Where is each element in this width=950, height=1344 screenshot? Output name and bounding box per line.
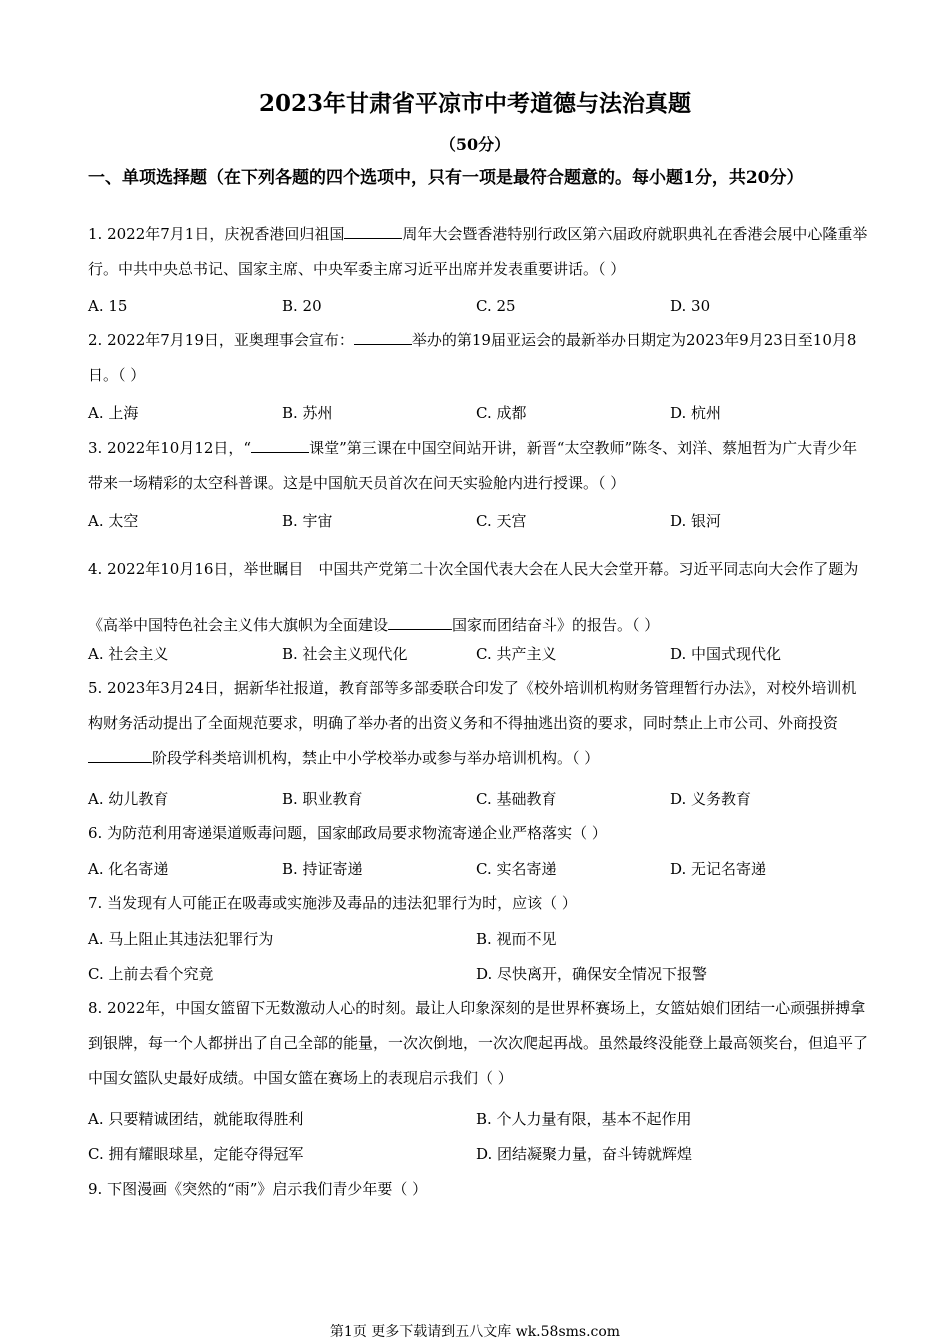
option-c[interactable]: C. 25 [476,297,516,315]
question-text: 国家而团结奋斗》的报告。（ ） [452,616,660,634]
question-text: 阶段学科类培训机构，禁止中小学校举办或参与举办培训机构。（ ） [152,749,600,767]
answer-blank [251,436,309,453]
question-text: 周年大会暨香港特别行政区第六届政府就职典礼在香港会展中心隆重举行。中共中央总书记、国家主席、中央军委主席习近平出席并发表重要讲话。（ ） [88,225,868,278]
answer-blank [344,222,402,239]
options-7-row-2 [88,962,868,986]
option-d[interactable]: D. 尽快离开，确保安全情况下报警 [476,965,708,983]
question-text: 4. 2022年10月16日，举世瞩目 中国共产党第二十次全国代表大会在人民大会堂开幕。习近平同志向大会作了题为《高举中国特色社会主义伟大旗帜为全面建设 [88,560,859,634]
option-b[interactable]: B. 个人力量有限，基本不起作用 [476,1110,692,1128]
option-c[interactable]: C. 共产主义 [476,645,557,663]
answer-blank [88,746,152,763]
options-8-row-1 [88,1107,868,1131]
total-score: （50分） [439,135,511,154]
option-b[interactable]: B. 视而不见 [476,930,557,948]
question-2 [88,323,868,393]
answer-blank [354,328,412,345]
option-b[interactable]: B. 宇宙 [282,512,333,530]
option-b[interactable]: B. 持证寄递 [282,860,363,878]
question-4 [88,541,868,653]
options-3 [88,509,868,533]
option-b[interactable]: B. 苏州 [282,404,333,422]
option-d[interactable]: D. 中国式现代化 [670,645,782,663]
options-5 [88,787,868,811]
options-1 [88,294,868,318]
answer-blank [388,613,452,630]
question-8: 8. 2022年，中国女篮留下无数激动人心的时刻。最让人印象深刻的是世界杯赛场上，女篮姑娘们团结一心顽强拼搏拿到银牌，每一个人都拼出了自己全部的能量，一次次倒地，一次次爬起再战。虽然最终没能登上最高领奖台，但追平了中国女篮队史最好成绩。中国女篮在赛场上的表现启示我们（ ） [88,999,869,1087]
page-title: 2023年甘肃省平凉市中考道德与法治真题 [258,90,691,117]
option-d[interactable]: D. 银河 [670,512,722,530]
question-text: 3. 2022年10月12日，“ [88,439,252,457]
options-6 [88,857,868,881]
option-c[interactable]: C. 成都 [476,404,527,422]
question-text: 2. 2022年7月19日，亚奥理事会宣布： [88,331,354,349]
option-a[interactable]: A. 化名寄递 [88,860,169,878]
option-b[interactable]: B. 职业教育 [282,790,363,808]
option-c[interactable]: C. 上前去看个究竟 [88,965,214,983]
option-a[interactable]: A. 幼儿教育 [88,790,169,808]
option-a[interactable]: A. 太空 [88,512,139,530]
question-6: 6. 为防范利用寄递渠道贩毒问题，国家邮政局要求物流寄递企业严格落实（ ） [88,824,607,842]
option-c[interactable]: C. 实名寄递 [476,860,557,878]
question-3 [88,431,868,501]
page-footer: 第1页 更多下载请到五八文库 wk.58sms.com [329,1324,621,1340]
option-a[interactable]: A. 马上阻止其违法犯罪行为 [88,930,274,948]
question-1 [88,217,868,287]
question-text: 5. 2023年3月24日，据新华社报道，教育部等多部委联合印发了《校外培训机构财务管理暂行办法》，对校外培训机构财务活动提出了全面规范要求，明确了举办者的出资义务和不得抽逃出资的要求，同时禁止上市公司、外商投资 [88,679,857,732]
option-c[interactable]: C. 基础教育 [476,790,557,808]
option-c[interactable]: C. 天宫 [476,512,527,530]
option-d[interactable]: D. 义务教育 [670,790,752,808]
options-8-row-2 [88,1142,868,1166]
section-heading: 一、单项选择题（在下列各题的四个选项中，只有一项是最符合题意的。每小题1分，共20分） [88,168,804,188]
options-7-row-1 [88,927,868,951]
question-text: 举办的第19届亚运会的最新举办日期定为2023年9月23日至10月8日。（ ） [88,331,857,384]
option-a[interactable]: A. 上海 [88,404,139,422]
option-d[interactable]: D. 杭州 [670,404,722,422]
question-text: 课堂”第三课在中国空间站开讲，新晋“太空教师”陈冬、刘洋、蔡旭哲为广大青少年带来一场精彩的太空科普课。这是中国航天员首次在问天实验舱内进行授课。（ ） [88,439,858,492]
option-b[interactable]: B. 社会主义现代化 [282,645,408,663]
question-5 [88,671,868,776]
option-d[interactable]: D. 30 [670,297,711,315]
option-a[interactable]: A. 15 [88,297,128,315]
option-d[interactable]: D. 无记名寄递 [670,860,767,878]
option-a[interactable]: A. 社会主义 [88,645,169,663]
options-2 [88,401,868,425]
options-4 [88,642,868,666]
question-7: 7. 当发现有人可能正在吸毒或实施涉及毒品的违法犯罪行为时，应该（ ） [88,894,577,912]
option-d[interactable]: D. 团结凝聚力量，奋斗铸就辉煌 [476,1145,693,1163]
option-a[interactable]: A. 只要精诚团结，就能取得胜利 [88,1110,304,1128]
option-c[interactable]: C. 拥有耀眼球星，定能夺得冠军 [88,1145,304,1163]
question-text: 1. 2022年7月1日，庆祝香港回归祖国 [88,225,345,243]
option-b[interactable]: B. 20 [282,297,322,315]
question-9: 9. 下图漫画《突然的“雨”》启示我们青少年要（ ） [88,1180,428,1198]
